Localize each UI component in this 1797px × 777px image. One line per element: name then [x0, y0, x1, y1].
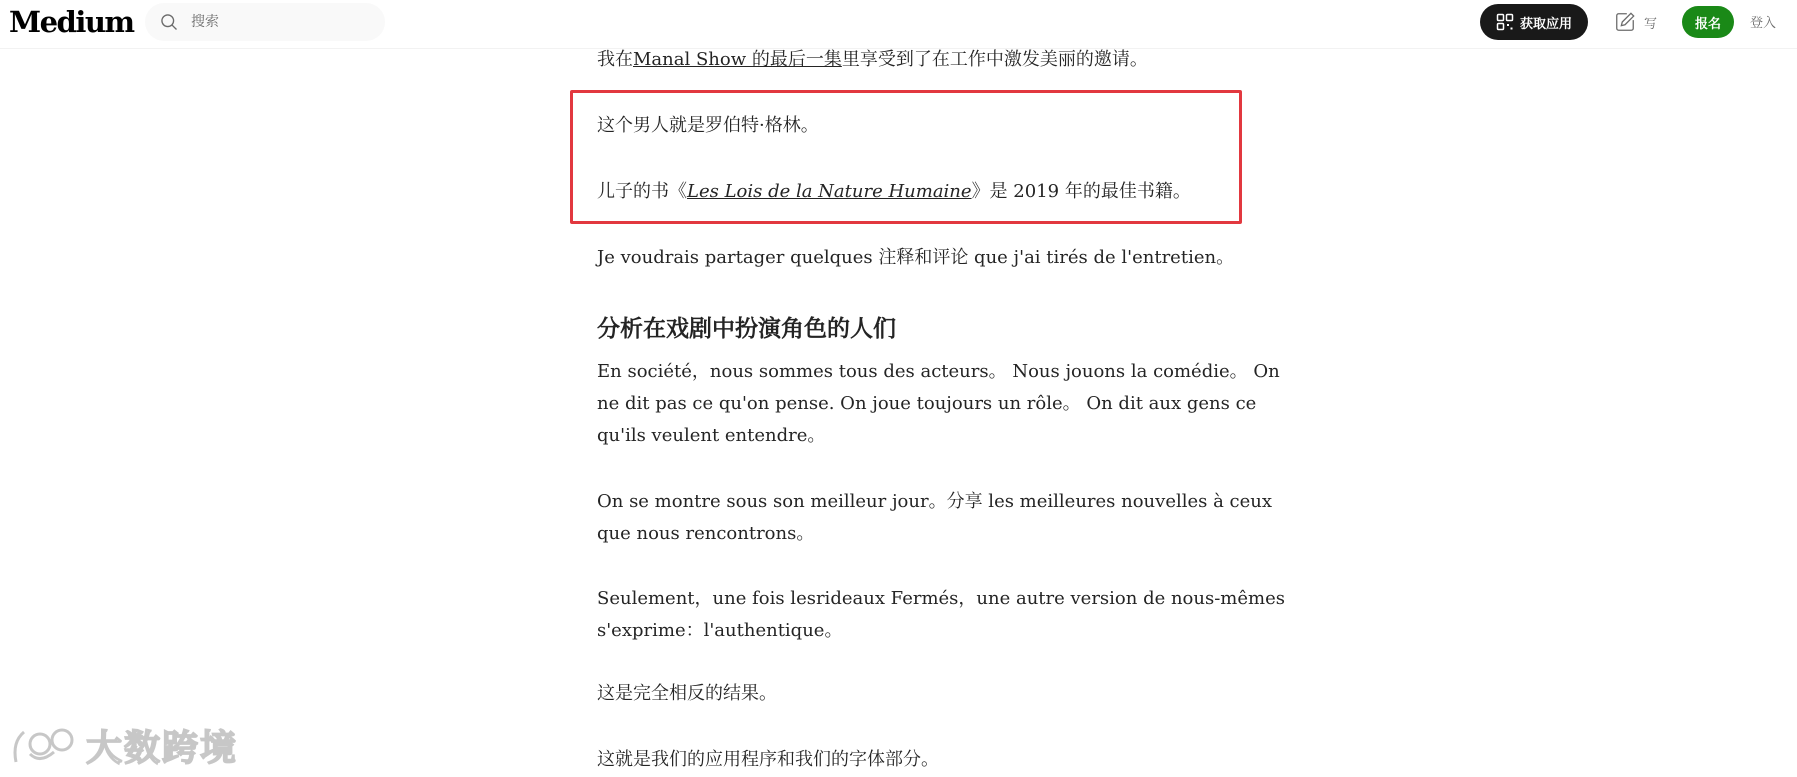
write-label: 写 [1644, 16, 1658, 32]
text-segment: 》是 2019 年的最佳书籍。 [971, 181, 1191, 202]
text-segment: 儿子的书《 [597, 181, 687, 202]
sign-in-link[interactable]: 登入 [1750, 16, 1777, 31]
paragraph-manal-show [597, 44, 1287, 76]
search-input[interactable] [191, 3, 371, 41]
search-box[interactable] [145, 3, 385, 41]
paragraph-interview-notes: Je voudrais partager quelques 注释和评论 que j'ai tirés de l'entretien。 [597, 247, 1235, 268]
sign-up-button[interactable]: 报名 [1682, 6, 1734, 38]
paragraph-authentic: Seulement，une fois lesrideaux Fermés，une autre version de nous-mêmes s'exprime：l'authentique。 [597, 588, 1285, 641]
highlight-annotation-box [570, 90, 1242, 224]
text-segment: 里享受到了在工作中激发美丽的邀请。 [841, 49, 1148, 70]
watermark [10, 720, 238, 771]
paragraph-society-actors: En société，nous sommes tous des acteurs。 Nous jouons la comédie。 On ne dit pas ce qu'on pense. On joue toujours un rôle。 On dit aux gens ce qu'ils veulent entendre。 [597, 361, 1280, 446]
medium-logo[interactable]: Medium [9, 5, 134, 39]
section-heading: 分析在戏剧中扮演角色的人们 [597, 316, 896, 342]
watermark-text: 大数跨境 [86, 728, 239, 769]
qr-code-icon [1496, 13, 1514, 31]
book-title: Les Lois de la Nature Humaine [687, 181, 972, 202]
paragraph-opposite: 这是完全相反的结果。 [597, 683, 777, 704]
write-icon [1614, 11, 1636, 33]
get-app-button[interactable] [1480, 4, 1588, 40]
write-button[interactable] [1614, 10, 1657, 34]
text-segment: 我在 [597, 49, 633, 70]
get-app-label: 获取应用 [1519, 16, 1572, 32]
paragraph-app-fonts: 这就是我们的应用程序和我们的字体部分。 [597, 749, 939, 770]
search-icon [159, 12, 179, 32]
paragraph-robert-greene: 这个男人就是罗伯特·格林。 [597, 115, 819, 136]
top-navigation-bar [0, 0, 1797, 49]
manal-show-link[interactable]: Manal Show 的最后一集 [633, 49, 842, 70]
watermark-logo-icon [10, 722, 78, 770]
paragraph-best-self: On se montre sous son meilleur jour。分享 les meilleures nouvelles à ceux que nous rencontrons。 [597, 491, 1273, 544]
